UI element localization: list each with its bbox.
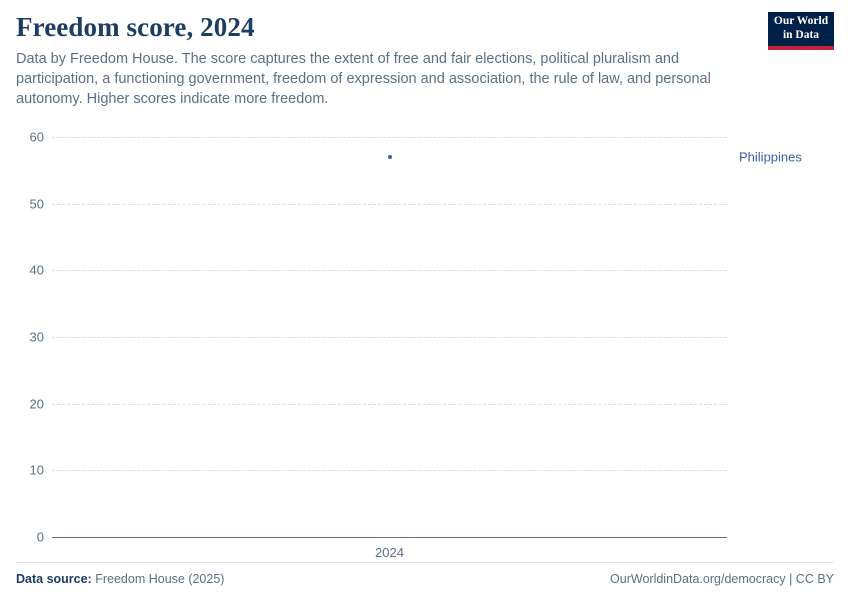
owid-logo-line1: Our World [773,15,829,28]
gridline [52,404,727,405]
owid-site-link[interactable]: OurWorldinData.org/democracy [610,572,786,586]
chart-footer [16,562,834,586]
chart-header [16,12,834,109]
x-axis-tick-label: 2024 [375,545,404,560]
license-link[interactable]: CC BY [795,572,834,586]
plot-region[interactable] [29,129,802,560]
chart-area[interactable] [16,127,834,567]
y-axis-tick-label: 0 [36,529,44,545]
chart-subtitle: Data by Freedom House. The score captures the extent of free and fair elections, political pluralism and participation, a functioning government, freedom of expression and association, the rule of law, and personal autonomy. Higher scores indicate more freedom. [16,51,711,107]
series-label-philippines[interactable]: Philippines [739,149,802,165]
owid-logo[interactable] [768,12,834,50]
gridline [52,337,727,338]
y-axis-tick-label: 10 [29,462,44,478]
y-axis-tick-label: 20 [29,396,44,412]
gridline [52,270,727,271]
gridline [52,470,727,471]
y-axis-tick-label: 30 [29,329,44,345]
axis-line-zero [52,537,727,538]
y-axis-tick-label: 40 [29,262,44,278]
data-source [16,572,224,586]
footer-separator: | [789,572,793,586]
y-axis-tick-label: 60 [29,129,44,145]
data-source-value: Freedom House (2025) [95,572,225,586]
data-point[interactable] [388,155,392,159]
page-title: Freedom score, 2024 [16,12,255,42]
data-source-label: Data source: [16,572,92,586]
gridline [52,137,727,138]
gridline [52,204,727,205]
y-axis-tick-label: 50 [29,196,44,212]
footer-links[interactable] [610,572,834,586]
owid-logo-line2: in Data [782,28,820,41]
